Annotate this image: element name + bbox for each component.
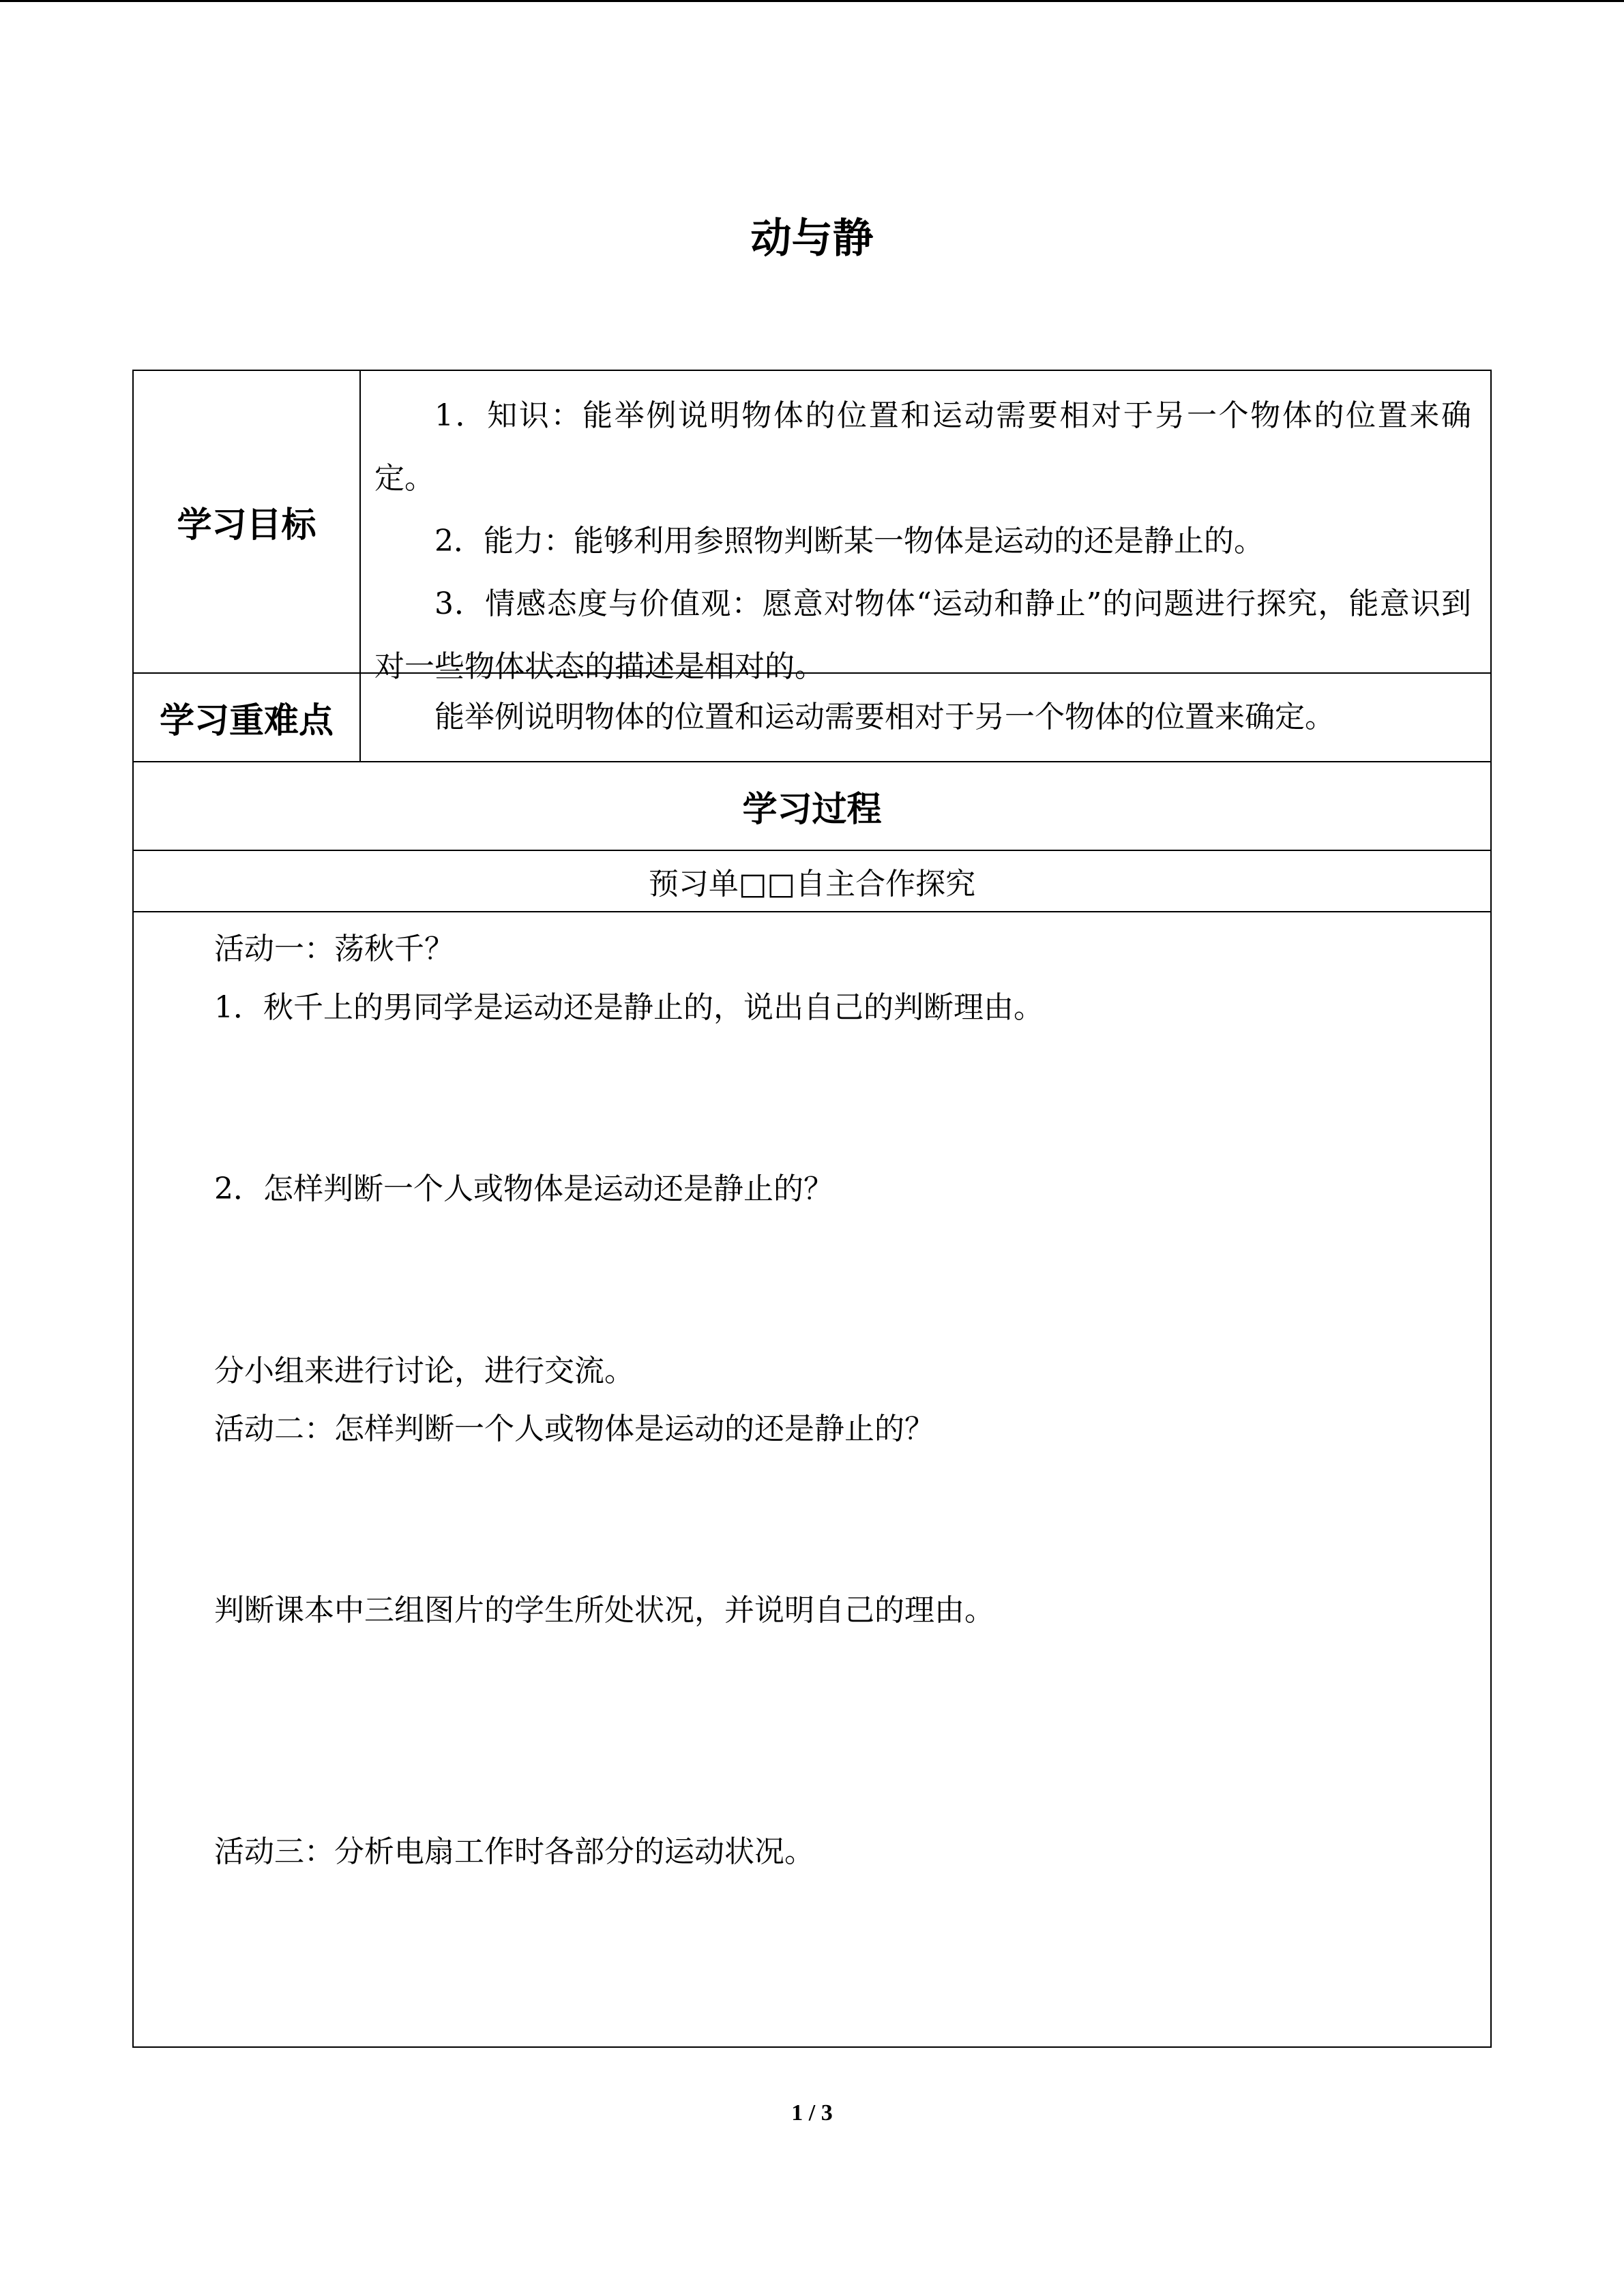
document-title: 动与静 <box>750 215 874 263</box>
activity-line: 活动二：怎样判断一个人或物体是运动的还是静止的？ <box>214 1412 934 1446</box>
activity-line: 2．怎样判断一个人或物体是运动还是静止的？ <box>214 1172 833 1206</box>
key-points-content <box>361 674 1490 761</box>
activity-line: 1．秋千上的男同学是运动还是静止的，说出自己的判断理由。 <box>214 990 1044 1025</box>
objectives-label: 学习目标 <box>134 371 361 672</box>
top-rule <box>0 0 1624 2</box>
objective-item: 1．知识：能举例说明物体的位置和运动需要相对于另一个物体的位置来确定。 <box>374 398 1471 496</box>
key-points-label: 学习重难点 <box>134 674 361 761</box>
key-points-text: 能举例说明物体的位置和运动需要相对于另一个物体的位置来确定。 <box>434 700 1335 734</box>
page-number: 1 / 3 <box>791 2100 833 2126</box>
activity-line: 活动三：分析电扇工作时各部分的运动状况。 <box>214 1834 814 1869</box>
key-points-row <box>134 672 1490 761</box>
activity-line: 分小组来进行讨论，进行交流。 <box>214 1354 634 1388</box>
process-header: 学习过程 <box>134 761 1490 850</box>
preview-header: 预习单□□自主合作探究 <box>134 850 1490 911</box>
activity-line: 活动一：荡秋千？ <box>214 931 454 966</box>
activities-section <box>134 911 1490 2046</box>
objective-item: 3．情感态度与价值观：愿意对物体“运动和静止”的问题进行探究，能意识到对一些物体状态的描述是相对的。 <box>374 586 1471 684</box>
objective-item: 2．能力：能够利用参照物判断某一物体是运动的还是静止的。 <box>434 524 1264 558</box>
objectives-content <box>361 371 1490 684</box>
objectives-row <box>134 371 1490 684</box>
activity-line: 判断课本中三组图片的学生所处状况，并说明自己的理由。 <box>214 1593 994 1628</box>
study-table <box>132 370 1492 2048</box>
